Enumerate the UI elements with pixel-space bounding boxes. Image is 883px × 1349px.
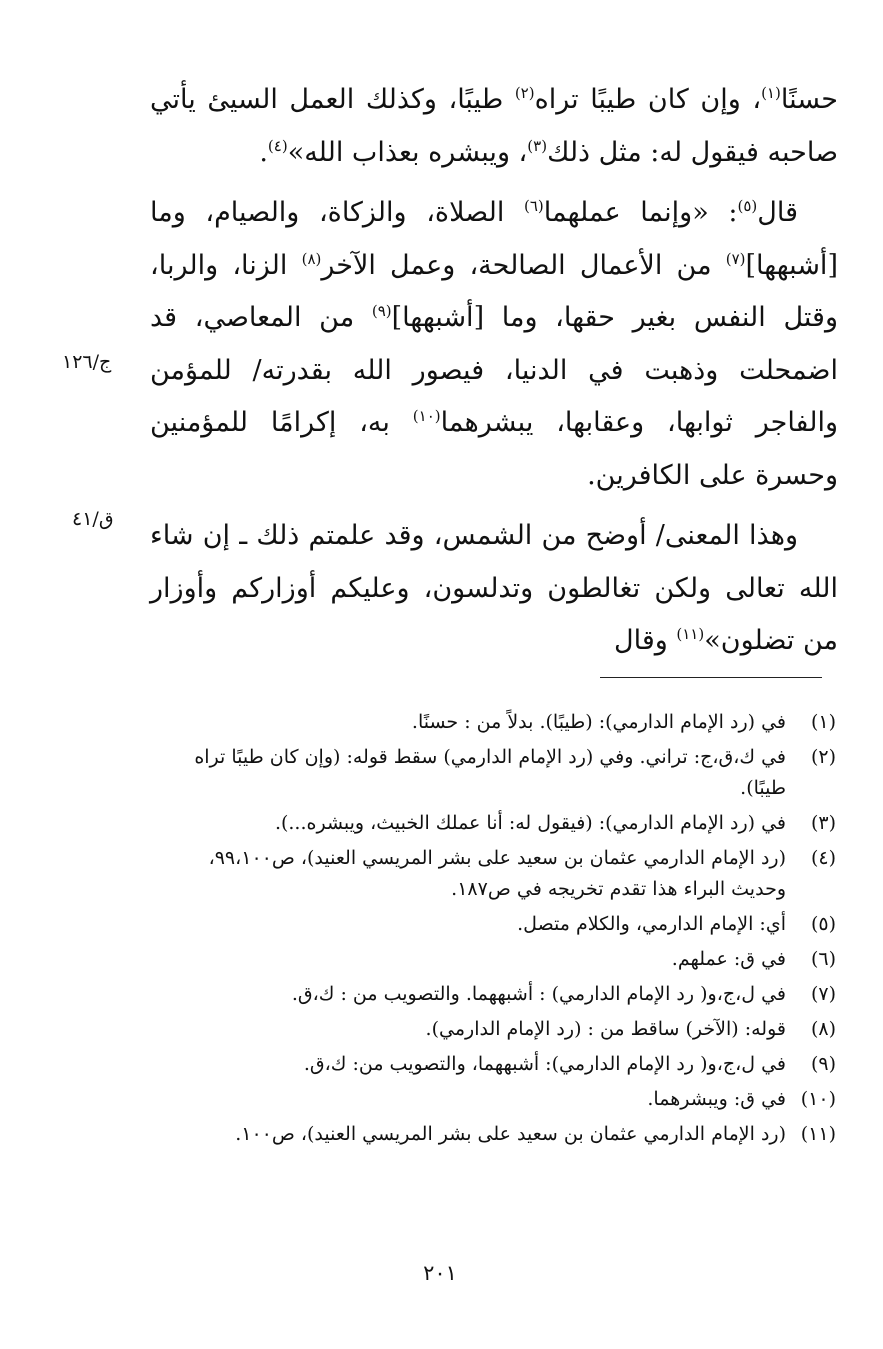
- footnote-text: في (رد الإمام الدارمي): (طيبًا). بدلاً من : حسنًا.: [411, 711, 786, 733]
- footnote-ref-8[interactable]: (٨): [301, 249, 322, 268]
- margin-note-manuscript-ref: ق/٤١: [72, 508, 114, 530]
- text-run: قال: [757, 197, 798, 228]
- text-run: وهذا المعنى/ أوضح من الشمس، وقد علمتم ذلك ـ إن شاء الله تعالى ولكن تغالطون وتدلسون، وعليكم أوزاركم وأوزار من تضلون»: [150, 520, 838, 656]
- text-run: من المعاصي، قد اضمحلت وذهبت في الدنيا، فيصور الله بقدرته/ للمؤمن والفاجر ثوابها، وعقابها، يبشرهما: [150, 302, 838, 438]
- footnote-ref-9[interactable]: (٩): [371, 302, 392, 320]
- paragraph-1: [150, 74, 838, 179]
- footnote-ref-1[interactable]: (١): [761, 84, 781, 102]
- main-text: [150, 74, 838, 668]
- footnote-text: في ق: ويبشرهما.: [647, 1088, 786, 1110]
- footnote: [150, 909, 836, 940]
- text-run: طيبًا، وكذلك العمل السيئ يأتي صاحبه فيقول له: مثل ذلك: [150, 84, 838, 168]
- text-run: من الأعمال الصالحة، وعمل الآخر: [321, 249, 726, 281]
- footnote-ref-11[interactable]: (١١): [676, 625, 705, 643]
- paragraph-3: [150, 510, 838, 668]
- footnote: [150, 843, 836, 905]
- footnote: [150, 1084, 836, 1115]
- footnote-number: (٥): [810, 913, 836, 935]
- footnote-text: في ك،ق،ج: تراني. وفي (رد الإمام الدارمي) سقط قوله: (وإن كان طيبًا تراه طيبًا).: [194, 746, 786, 799]
- footnote-number: (١): [810, 711, 836, 733]
- footnote-text: في ل،ج،و( رد الإمام الدارمي): أشبههما، والتصويب من: ك،ق.: [303, 1053, 786, 1075]
- footnote-number: (٨): [810, 1018, 836, 1040]
- footnote-divider: [600, 677, 822, 678]
- footnote-text: في ق: عملهم.: [671, 948, 786, 970]
- text-run: الزنا، والربا، وقتل النفس بغير حقها، وما [أشبهها]: [150, 249, 839, 333]
- footnote-number: (٣): [810, 812, 836, 834]
- footnote-number: (٩): [810, 1053, 836, 1075]
- footnote-text: في ل،ج،و( رد الإمام الدارمي) : أشبههما. والتصويب من : ك،ق.: [291, 983, 786, 1005]
- footnote: [150, 979, 836, 1010]
- footnote-number: (٦): [810, 948, 836, 970]
- footnote-number: (١١): [800, 1123, 836, 1145]
- footnote-ref-10[interactable]: (١٠): [412, 407, 441, 425]
- footnote-number: (٤): [810, 847, 836, 869]
- text-run: .: [259, 136, 268, 168]
- footnote: [150, 1014, 836, 1045]
- text-run: ، ويبشره بعذاب الله»: [287, 136, 528, 168]
- footnote: [150, 1119, 836, 1150]
- text-run: وقال: [614, 625, 677, 656]
- footnote-ref-7[interactable]: (٧): [725, 249, 746, 268]
- footnote-ref-4[interactable]: (٤): [267, 136, 288, 155]
- page-number: ٢٠١: [423, 1261, 457, 1285]
- footnote-ref-2[interactable]: (٢): [514, 84, 535, 102]
- footnote-ref-6[interactable]: (٦): [523, 197, 544, 215]
- footnote-text: في (رد الإمام الدارمي): (فيقول له: أنا عملك الخبيث، ويبشره...).: [274, 812, 786, 834]
- text-run: حسنًا: [780, 84, 838, 115]
- text-run: الصلاة، والزكاة، والصيام، وما [أشبهها]: [150, 197, 838, 281]
- footnote: [150, 944, 836, 975]
- footnote: [150, 742, 836, 804]
- footnotes: [150, 707, 836, 1154]
- footnote-number: (٧): [810, 983, 836, 1005]
- text-run: ، وإن كان طيبًا تراه: [534, 84, 762, 115]
- footnote-number: (٢): [810, 746, 836, 768]
- text-run: : «وإنما عملهما: [543, 197, 738, 228]
- footnote-text: أي: الإمام الدارمي، والكلام متصل.: [517, 913, 786, 935]
- footnote-ref-5[interactable]: (٥): [737, 197, 758, 215]
- footnote-text: قوله: (الآخر) ساقط من : (رد الإمام الدارمي).: [425, 1018, 786, 1040]
- footnote-text: (رد الإمام الدارمي عثمان بن سعيد على بشر المريسي العنيد)، ص١٠٠.: [235, 1123, 786, 1145]
- margin-note-manuscript-ref: ج/١٢٦: [62, 351, 112, 373]
- paragraph-2: [150, 187, 838, 502]
- footnote-number: (١٠): [800, 1088, 836, 1110]
- footnote: [150, 1049, 836, 1080]
- footnote: [150, 707, 836, 738]
- text-run: به، إكرامًا للمؤمنين وحسرة على الكافرين.: [150, 407, 838, 491]
- footnote: [150, 808, 836, 839]
- footnote-text: (رد الإمام الدارمي عثمان بن سعيد على بشر المريسي العنيد)، ص٩٩،١٠٠، وحديث البراء هذا تقدم تخريجه في ص١٨٧.: [208, 847, 786, 900]
- footnote-ref-3[interactable]: (٣): [527, 136, 548, 155]
